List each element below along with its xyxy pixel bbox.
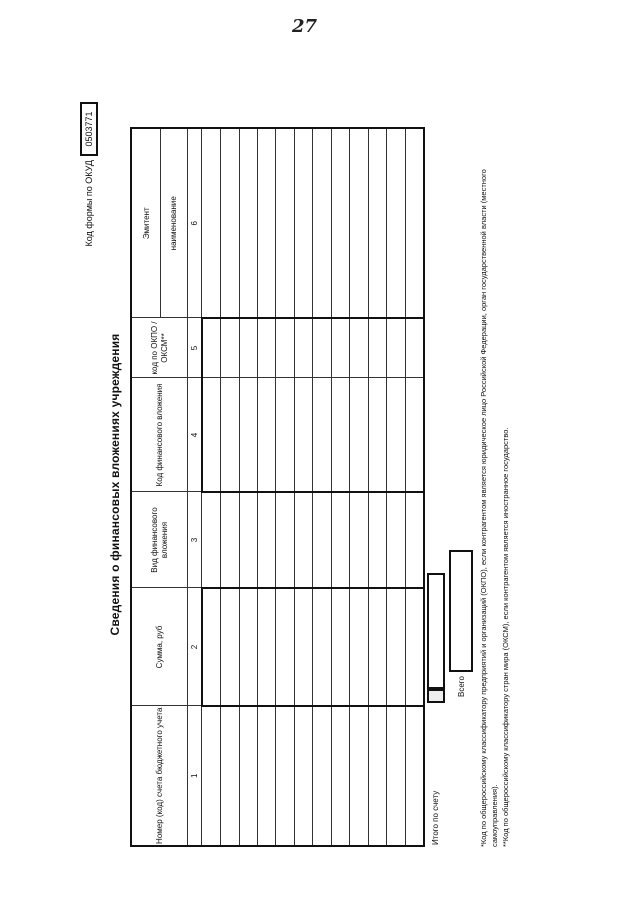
table-row <box>331 128 349 846</box>
investments-table <box>130 127 425 847</box>
table-cell[interactable] <box>350 378 368 492</box>
table-cell[interactable] <box>405 588 424 706</box>
table-cell[interactable] <box>202 706 221 846</box>
header-issuer-name: наименование <box>168 196 178 251</box>
table-cell[interactable] <box>276 128 294 318</box>
okud-label: Код формы по ОКУД <box>84 160 94 247</box>
table-cell[interactable] <box>331 128 349 318</box>
okud-code: 0503771 <box>80 102 98 156</box>
table-row <box>258 128 276 846</box>
column-number-1: 1 <box>188 706 202 846</box>
table-cell[interactable] <box>221 492 239 588</box>
footnote-okpo: *Код по общероссийскому классификатору предприятий и организаций (ОКПО), если контрагентом является юридическое лицо Российской Федерации, орган государственной власти (местного самоуправления). <box>479 169 499 847</box>
table-cell[interactable] <box>331 588 349 706</box>
header-issuer-cell <box>131 128 188 318</box>
table-cell[interactable] <box>313 378 331 492</box>
table-row <box>350 128 368 846</box>
table-cell[interactable] <box>221 588 239 706</box>
column-number-row <box>188 128 202 846</box>
column-number-2: 2 <box>188 588 202 706</box>
table-cell[interactable] <box>239 128 257 318</box>
grand-total-sum-field[interactable] <box>449 550 473 672</box>
table-cell[interactable] <box>313 588 331 706</box>
table-cell[interactable] <box>313 706 331 846</box>
table-cell[interactable] <box>368 128 386 318</box>
header-issuer-code-cell <box>131 318 188 378</box>
table-cell[interactable] <box>331 318 349 378</box>
table-row <box>239 128 257 846</box>
table-cell[interactable] <box>202 128 221 318</box>
header-investment-type: Вид финансового вложения <box>131 492 188 588</box>
table-cell[interactable] <box>202 588 221 706</box>
table-cell[interactable] <box>405 318 424 378</box>
table-cell[interactable] <box>239 378 257 492</box>
table-cell[interactable] <box>350 706 368 846</box>
table-cell[interactable] <box>331 706 349 846</box>
header-sum: Сумма, руб <box>131 588 188 706</box>
column-number-4: 4 <box>188 378 202 492</box>
table-cell[interactable] <box>331 378 349 492</box>
table-row <box>221 128 239 846</box>
table-cell[interactable] <box>387 378 405 492</box>
account-total-row <box>426 567 445 847</box>
table-cell[interactable] <box>294 378 312 492</box>
table-cell[interactable] <box>221 706 239 846</box>
grand-total-label: Всего <box>456 676 466 697</box>
table-body <box>202 128 424 846</box>
financial-investments-form <box>84 111 556 847</box>
table-cell[interactable] <box>294 128 312 318</box>
table-cell[interactable] <box>276 588 294 706</box>
table-cell[interactable] <box>294 588 312 706</box>
table-cell[interactable] <box>294 706 312 846</box>
table-row <box>387 128 405 846</box>
table-cell[interactable] <box>368 588 386 706</box>
table-cell[interactable] <box>313 318 331 378</box>
table-cell[interactable] <box>276 378 294 492</box>
table-cell[interactable] <box>221 318 239 378</box>
table-cell[interactable] <box>258 492 276 588</box>
table-row <box>368 128 386 846</box>
table-cell[interactable] <box>258 378 276 492</box>
table-cell[interactable] <box>350 588 368 706</box>
account-total-sum-field[interactable] <box>427 573 445 689</box>
table-cell[interactable] <box>221 128 239 318</box>
footnote-oksm: **Код по общероссийскому классификатору стран мира (ОКСМ), если контрагентом является иностранное государство. <box>501 427 510 847</box>
table-cell[interactable] <box>405 128 424 318</box>
header-investment-code: Код финансового вложения <box>131 378 188 492</box>
column-number-3: 3 <box>188 492 202 588</box>
account-total-label: Итого по счету <box>431 790 440 845</box>
table-cell[interactable] <box>405 492 424 588</box>
table-cell[interactable] <box>239 492 257 588</box>
okud-code-block <box>80 102 98 247</box>
table-row <box>313 128 331 846</box>
table-cell[interactable] <box>221 378 239 492</box>
table-cell[interactable] <box>368 318 386 378</box>
table-cell[interactable] <box>350 492 368 588</box>
table-cell[interactable] <box>276 706 294 846</box>
table-cell[interactable] <box>313 128 331 318</box>
table-cell[interactable] <box>258 128 276 318</box>
table-cell[interactable] <box>368 706 386 846</box>
table-row <box>294 128 312 846</box>
header-okpo-oksm: код по ОКПО / ОКСМ** <box>149 321 169 375</box>
table-cell[interactable] <box>368 492 386 588</box>
table-cell[interactable] <box>202 318 221 378</box>
table-cell[interactable] <box>276 492 294 588</box>
table-cell[interactable] <box>331 492 349 588</box>
table-cell[interactable] <box>258 706 276 846</box>
table-cell[interactable] <box>387 492 405 588</box>
header-issuer: Эмитент <box>133 129 161 318</box>
table-cell[interactable] <box>387 706 405 846</box>
table-cell[interactable] <box>276 318 294 378</box>
table-row <box>202 128 221 846</box>
table-row <box>276 128 294 846</box>
table-cell[interactable] <box>387 128 405 318</box>
table-cell[interactable] <box>258 318 276 378</box>
table-cell[interactable] <box>294 492 312 588</box>
table-cell[interactable] <box>202 492 221 588</box>
table-cell[interactable] <box>313 492 331 588</box>
column-number-5: 5 <box>188 318 202 378</box>
account-total-code-field[interactable] <box>427 689 445 703</box>
table-cell[interactable] <box>387 318 405 378</box>
column-number-6: 6 <box>188 128 202 318</box>
table-cell[interactable] <box>405 378 424 492</box>
header-account-number: Номер (код) счета бюджетного учета <box>131 706 188 846</box>
table-cell[interactable] <box>239 588 257 706</box>
grand-total-row <box>449 550 473 697</box>
table-cell[interactable] <box>202 378 221 492</box>
table-cell[interactable] <box>350 128 368 318</box>
footnotes <box>478 122 511 847</box>
table-cell[interactable] <box>405 706 424 846</box>
table-cell[interactable] <box>368 378 386 492</box>
table-row <box>405 128 424 846</box>
table-cell[interactable] <box>350 318 368 378</box>
table-cell[interactable] <box>239 318 257 378</box>
table-cell[interactable] <box>294 318 312 378</box>
table-header-row <box>131 128 188 846</box>
table-cell[interactable] <box>258 588 276 706</box>
table-cell[interactable] <box>387 588 405 706</box>
form-title: Сведения о финансовых вложениях учреждения <box>108 333 122 636</box>
page-number: 27 <box>292 16 318 37</box>
table-cell[interactable] <box>239 706 257 846</box>
